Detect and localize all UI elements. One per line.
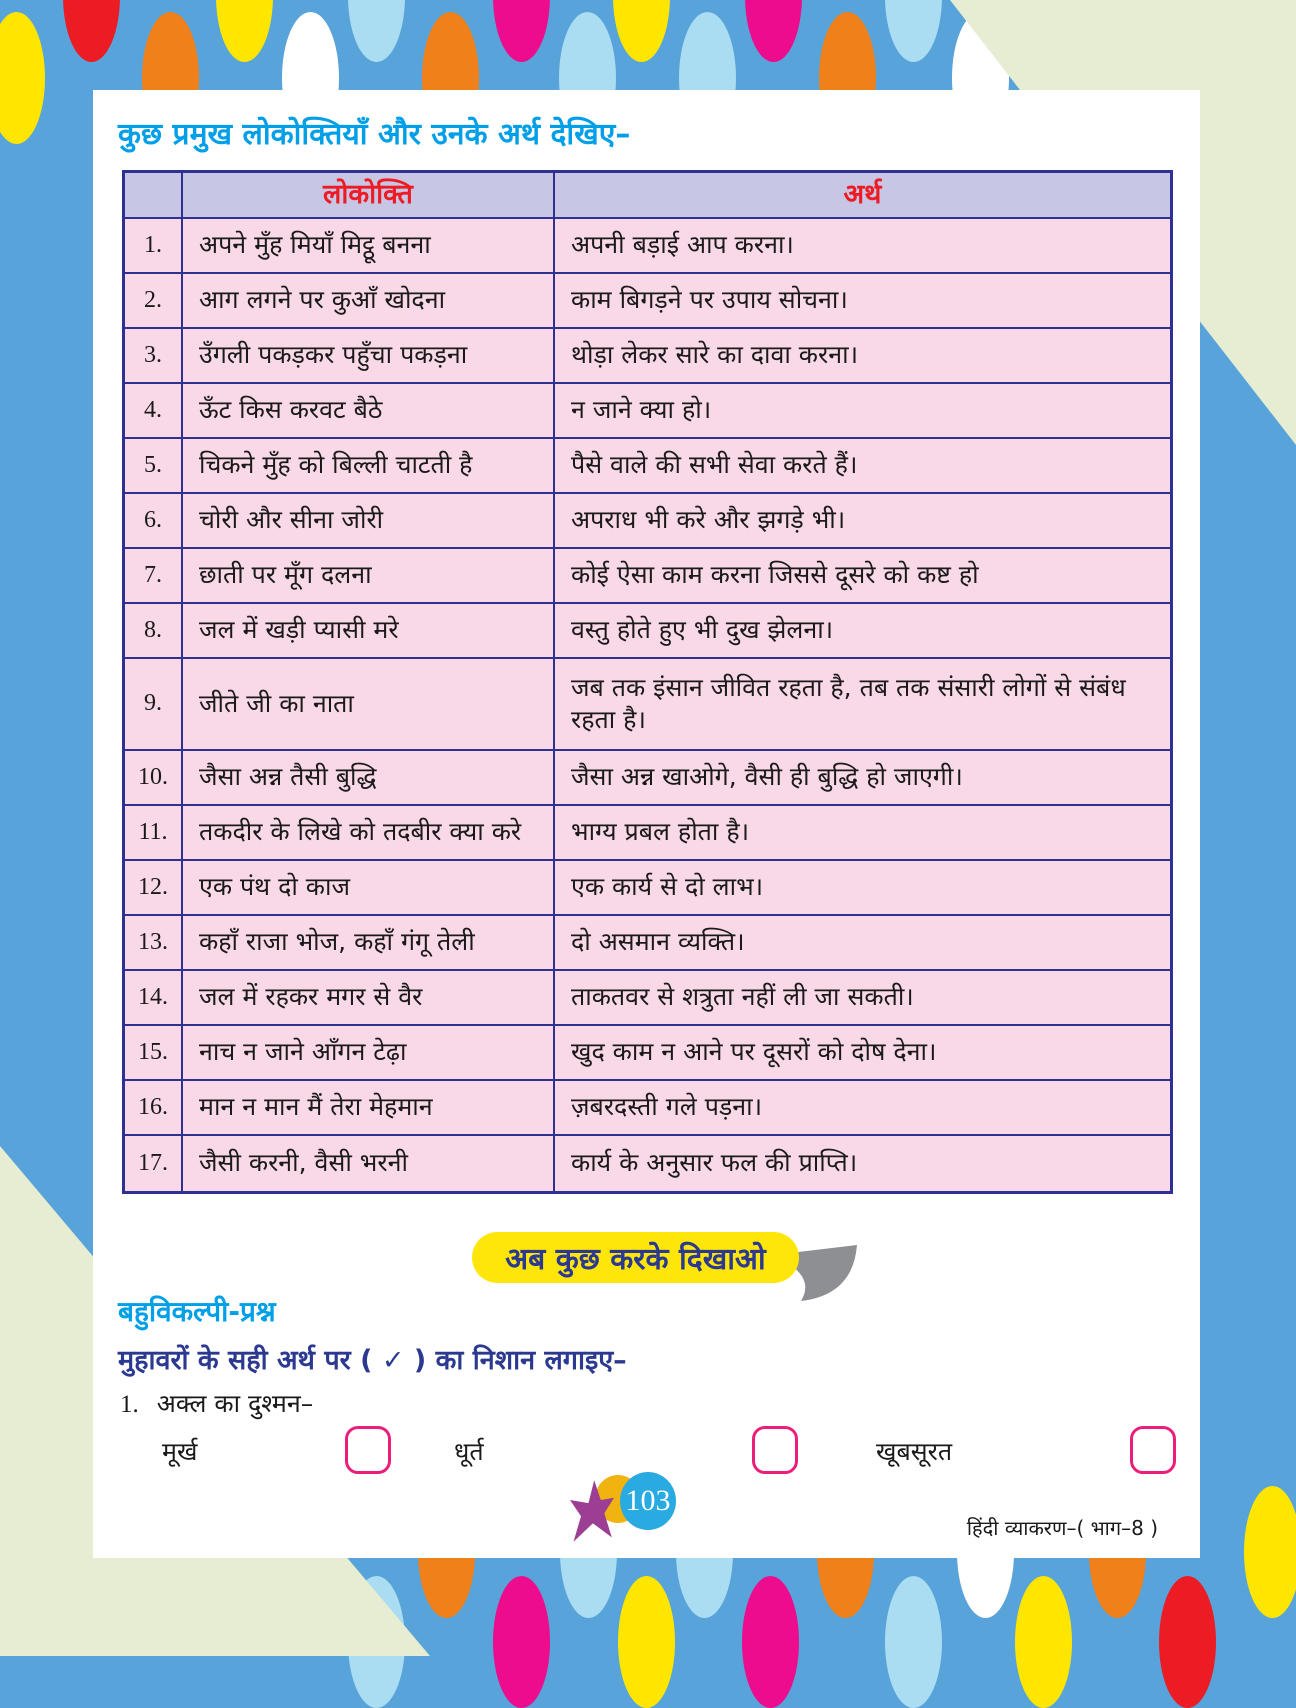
- row-proverb: अपने मुँह मियाँ मिट्ठू बनना: [183, 219, 555, 272]
- row-proverb: जैसी करनी, वैसी भरनी: [183, 1136, 555, 1191]
- decorative-dot: [618, 1576, 675, 1708]
- row-meaning: खुद काम न आने पर दूसरों को दोष देना।: [571, 1037, 937, 1067]
- header-serial: [125, 173, 183, 217]
- table-row: [125, 494, 1170, 549]
- decorative-dot: [745, 0, 802, 62]
- row-meaning: कार्य के अनुसार फल की प्राप्ति।: [571, 1148, 858, 1178]
- row-serial: 8.: [125, 604, 183, 657]
- row-meaning: अपराध भी करे और झगड़े भी।: [571, 505, 846, 535]
- table-row: [125, 751, 1170, 806]
- table-row: [125, 549, 1170, 604]
- row-proverb: उँगली पकड़कर पहुँचा पकड़ना: [183, 329, 555, 382]
- question-1: [120, 1386, 313, 1420]
- row-meaning: भाग्य प्रबल होता है।: [571, 817, 750, 847]
- table-row: [125, 604, 1170, 659]
- row-proverb: जीते जी का नाता: [183, 659, 555, 749]
- row-serial: 17.: [125, 1136, 183, 1191]
- row-proverb: छाती पर मूँग दलना: [183, 549, 555, 602]
- mcq-section-heading: बहुविकल्पी-प्रश्न: [118, 1295, 276, 1328]
- row-proverb: तकदीर के लिखे को तदबीर क्या करे: [183, 806, 555, 859]
- decorative-dot: [1159, 1576, 1216, 1708]
- table-row: [125, 1081, 1170, 1136]
- row-meaning: एक कार्य से दो लाभ।: [571, 872, 764, 902]
- option-label-1: मूर्ख: [162, 1437, 198, 1466]
- activity-banner: अब कुछ करके दिखाओ: [472, 1232, 799, 1283]
- row-proverb: जल में खड़ी प्यासी मरे: [183, 604, 555, 657]
- page-title: कुछ प्रमुख लोकोक्तियाँ और उनके अर्थ देखिए–: [118, 117, 631, 152]
- row-proverb: जल में रहकर मगर से वैर: [183, 971, 555, 1024]
- row-serial: 13.: [125, 916, 183, 969]
- row-meaning: थोड़ा लेकर सारे का दावा करना।: [571, 340, 859, 370]
- decorative-dot: [613, 0, 670, 62]
- option-checkbox-2[interactable]: [752, 1426, 798, 1474]
- table-row: [125, 1136, 1170, 1191]
- proverbs-table: [122, 170, 1173, 1194]
- row-serial: 5.: [125, 439, 183, 492]
- row-meaning: काम बिगड़ने पर उपाय सोचना।: [571, 285, 848, 315]
- table-row: [125, 329, 1170, 384]
- table-row: [125, 219, 1170, 274]
- decorative-dot: [493, 1576, 550, 1708]
- table-header-row: [125, 173, 1170, 219]
- page-sheet: [93, 90, 1200, 1558]
- header-proverb: लोकोक्ति: [183, 173, 555, 217]
- header-meaning: अर्थ: [843, 179, 882, 211]
- row-proverb: आग लगने पर कुआँ खोदना: [183, 274, 555, 327]
- row-proverb: ऊँट किस करवट बैठे: [183, 384, 555, 437]
- row-serial: 9.: [125, 659, 183, 749]
- row-serial: 3.: [125, 329, 183, 382]
- row-serial: 14.: [125, 971, 183, 1024]
- table-row: [125, 274, 1170, 329]
- table-row: [125, 659, 1170, 751]
- row-meaning: जब तक इंसान जीवित रहता है, तब तक संसारी लोगों से संबंध रहता है।: [571, 672, 1126, 734]
- decorative-dot: [348, 0, 405, 62]
- table-body: [125, 219, 1170, 1191]
- row-proverb: चिकने मुँह को बिल्ली चाटती है: [183, 439, 555, 492]
- decorative-dot: [742, 1576, 799, 1708]
- row-serial: 6.: [125, 494, 183, 547]
- question-text: अक्ल का दुश्मन–: [156, 1389, 314, 1418]
- table-row: [125, 861, 1170, 916]
- table-row: [125, 439, 1170, 494]
- option-checkbox-3[interactable]: [1130, 1426, 1176, 1474]
- row-meaning: पैसे वाले की सभी सेवा करते हैं।: [571, 450, 858, 480]
- decorative-dot: [885, 0, 942, 62]
- row-proverb: जैसा अन्न तैसी बुद्धि: [183, 751, 555, 804]
- row-proverb: मान न मान मैं तेरा मेहमान: [183, 1081, 555, 1134]
- option-checkbox-1[interactable]: [345, 1426, 391, 1474]
- decorative-dot: [1015, 1576, 1072, 1708]
- row-serial: 7.: [125, 549, 183, 602]
- row-meaning: कोई ऐसा काम करना जिससे दूसरे को कष्ट हो: [571, 560, 979, 590]
- row-serial: 10.: [125, 751, 183, 804]
- mcq-instruction: मुहावरों के सही अर्थ पर ( ✓ ) का निशान लगाइए–: [118, 1345, 627, 1376]
- decorative-dot: [1244, 1486, 1296, 1618]
- book-footer: हिंदी व्याकरण–( भाग–8 ): [966, 1516, 1158, 1540]
- row-meaning: ताकतवर से शत्रुता नहीं ली जा सकती।: [571, 982, 914, 1012]
- row-meaning: न जाने क्या हो।: [571, 395, 712, 425]
- row-serial: 2.: [125, 274, 183, 327]
- table-row: [125, 916, 1170, 971]
- badge-star-icon: [570, 1480, 614, 1542]
- decorative-dot: [885, 1576, 942, 1708]
- row-meaning: दो असमान व्यक्ति।: [571, 927, 745, 957]
- row-proverb: कहाँ राजा भोज, कहाँ गंगू तेली: [183, 916, 555, 969]
- page-number-badge: [570, 1462, 700, 1567]
- option-label-2: धूर्त: [454, 1437, 484, 1466]
- decorative-dot: [63, 0, 120, 62]
- row-serial: 15.: [125, 1026, 183, 1079]
- row-serial: 11.: [125, 806, 183, 859]
- table-row: [125, 971, 1170, 1026]
- table-row: [125, 384, 1170, 439]
- table-row: [125, 806, 1170, 861]
- row-meaning: अपनी बड़ाई आप करना।: [571, 230, 794, 260]
- decorative-dot: [493, 0, 550, 62]
- decorative-dot: [216, 0, 273, 62]
- row-serial: 12.: [125, 861, 183, 914]
- row-serial: 1.: [125, 219, 183, 272]
- decorative-dot: [0, 12, 45, 144]
- table-row: [125, 1026, 1170, 1081]
- row-serial: 16.: [125, 1081, 183, 1134]
- row-meaning: ज़बरदस्ती गले पड़ना।: [571, 1092, 763, 1122]
- page-number: 103: [620, 1472, 676, 1530]
- row-proverb: चोरी और सीना जोरी: [183, 494, 555, 547]
- option-label-3: खूबसूरत: [876, 1437, 953, 1466]
- row-meaning: वस्तु होते हुए भी दुख झेलना।: [571, 615, 834, 645]
- row-proverb: एक पंथ दो काज: [183, 861, 555, 914]
- row-serial: 4.: [125, 384, 183, 437]
- question-number: 1.: [120, 1391, 139, 1418]
- row-meaning: जैसा अन्न खाओगे, वैसी ही बुद्धि हो जाएगी।: [571, 762, 963, 792]
- row-proverb: नाच न जाने आँगन टेढ़ा: [183, 1026, 555, 1079]
